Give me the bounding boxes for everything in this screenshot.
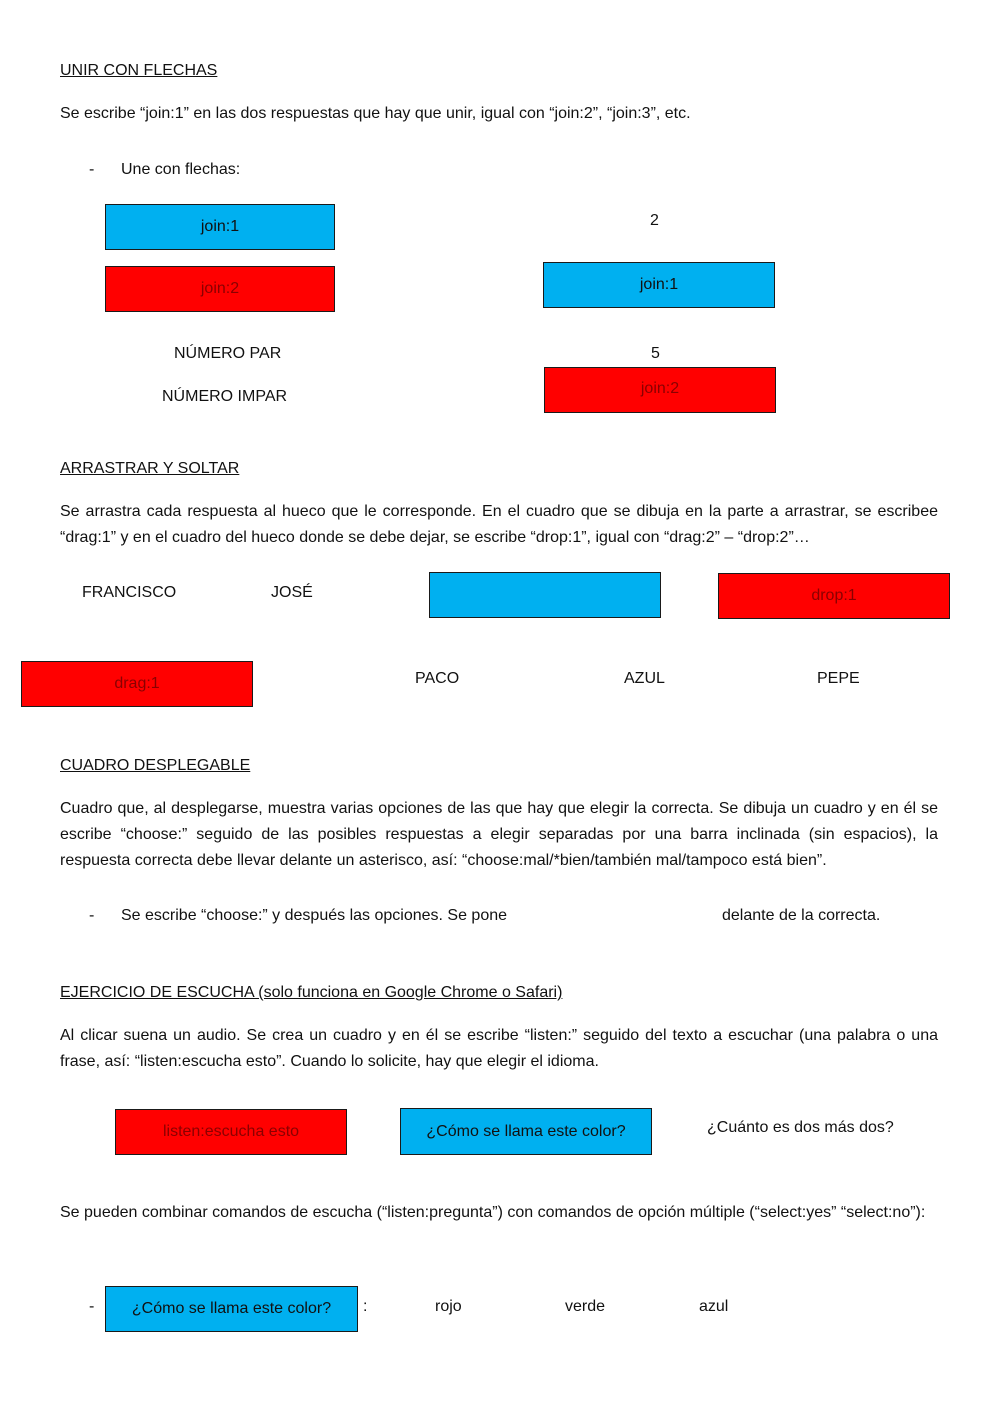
drag-description: Se arrastra cada respuesta al hueco que le corresponde. En el cuadro que se dibuja en la parte a arrastrar, se escribee “drag:1” y en el cuadro del hueco donde se debe dejar, se escribe “drop:1”, igual con “drag:2” – “drop:2”… bbox=[60, 503, 938, 546]
word-pepe: PEPE bbox=[817, 670, 860, 687]
option-verde[interactable]: verde bbox=[565, 1298, 606, 1315]
drop-target-empty[interactable] bbox=[429, 572, 661, 618]
colon-separator: : bbox=[363, 1298, 368, 1315]
option-azul[interactable]: azul bbox=[699, 1298, 729, 1315]
join-number-5: 5 bbox=[651, 345, 660, 362]
heading-choose: CUADRO DESPLEGABLE bbox=[60, 757, 251, 774]
label-numero-par: NÚMERO PAR bbox=[174, 345, 282, 362]
word-francisco: FRANCISCO bbox=[82, 584, 177, 601]
combine-description: Se pueden combinar comandos de escucha (“listen:pregunta”) con comandos de opción múltiple (“select:yes” “select:no”): bbox=[60, 1204, 926, 1221]
listen-box[interactable]: listen:escucha esto bbox=[115, 1109, 347, 1155]
join-bullet-text: Une con flechas: bbox=[121, 161, 241, 178]
word-jose: JOSÉ bbox=[271, 584, 313, 601]
word-paco: PACO bbox=[415, 670, 460, 687]
label-numero-impar: NÚMERO IMPAR bbox=[162, 388, 288, 405]
bullet-dash: - bbox=[89, 161, 95, 178]
join-box-left-1[interactable]: join:1 bbox=[105, 204, 335, 250]
join-description: Se escribe “join:1” en las dos respuestas que hay que unir, igual con “join:2”, “join:3”, etc. bbox=[60, 105, 691, 122]
heading-drag: ARRASTRAR Y SOLTAR bbox=[60, 460, 240, 477]
question-plain: ¿Cuánto es dos más dos? bbox=[707, 1119, 894, 1136]
listen-question-box[interactable]: ¿Cómo se llama este color? bbox=[400, 1108, 652, 1155]
heading-join: UNIR CON FLECHAS bbox=[60, 62, 218, 79]
join-box-right-1[interactable]: join:1 bbox=[543, 262, 775, 308]
bullet-dash: - bbox=[89, 907, 95, 924]
choose-bullet-start: Se escribe “choose:” y después las opciones. Se pone bbox=[121, 907, 508, 924]
join-box-left-2[interactable]: join:2 bbox=[105, 266, 335, 312]
choose-bullet-end: delante de la correcta. bbox=[722, 907, 881, 924]
join-number-2: 2 bbox=[650, 212, 659, 229]
heading-listen: EJERCICIO DE ESCUCHA (solo funciona en Google Chrome o Safari) bbox=[60, 984, 563, 1001]
option-rojo[interactable]: rojo bbox=[435, 1298, 462, 1315]
drop-box[interactable]: drop:1 bbox=[718, 573, 950, 619]
bullet-dash: - bbox=[89, 1298, 95, 1315]
join-box-right-2[interactable]: join:2 bbox=[544, 367, 776, 413]
drag-box[interactable]: drag:1 bbox=[21, 661, 253, 707]
listen-question-box-2[interactable]: ¿Cómo se llama este color? bbox=[105, 1286, 358, 1332]
listen-description: Al clicar suena un audio. Se crea un cuadro y en él se escribe “listen:” seguido del texto a escuchar (una palabra o una frase, así: “listen:escucha esto”. Cuando lo solicite, hay que elegir el idioma. bbox=[60, 1027, 938, 1070]
choose-description: Cuadro que, al desplegarse, muestra varias opciones de las que hay que elegir la correcta. Se dibuja un cuadro y en él se escribe “choose:” seguido de las posibles respuestas a elegir separadas por una barra inclinada (sin espacios), la respuesta correcta debe llevar delante un asterisco, así: “choose:mal/*bien/también mal/tampoco está bien”. bbox=[60, 800, 938, 869]
word-azul: AZUL bbox=[624, 670, 665, 687]
